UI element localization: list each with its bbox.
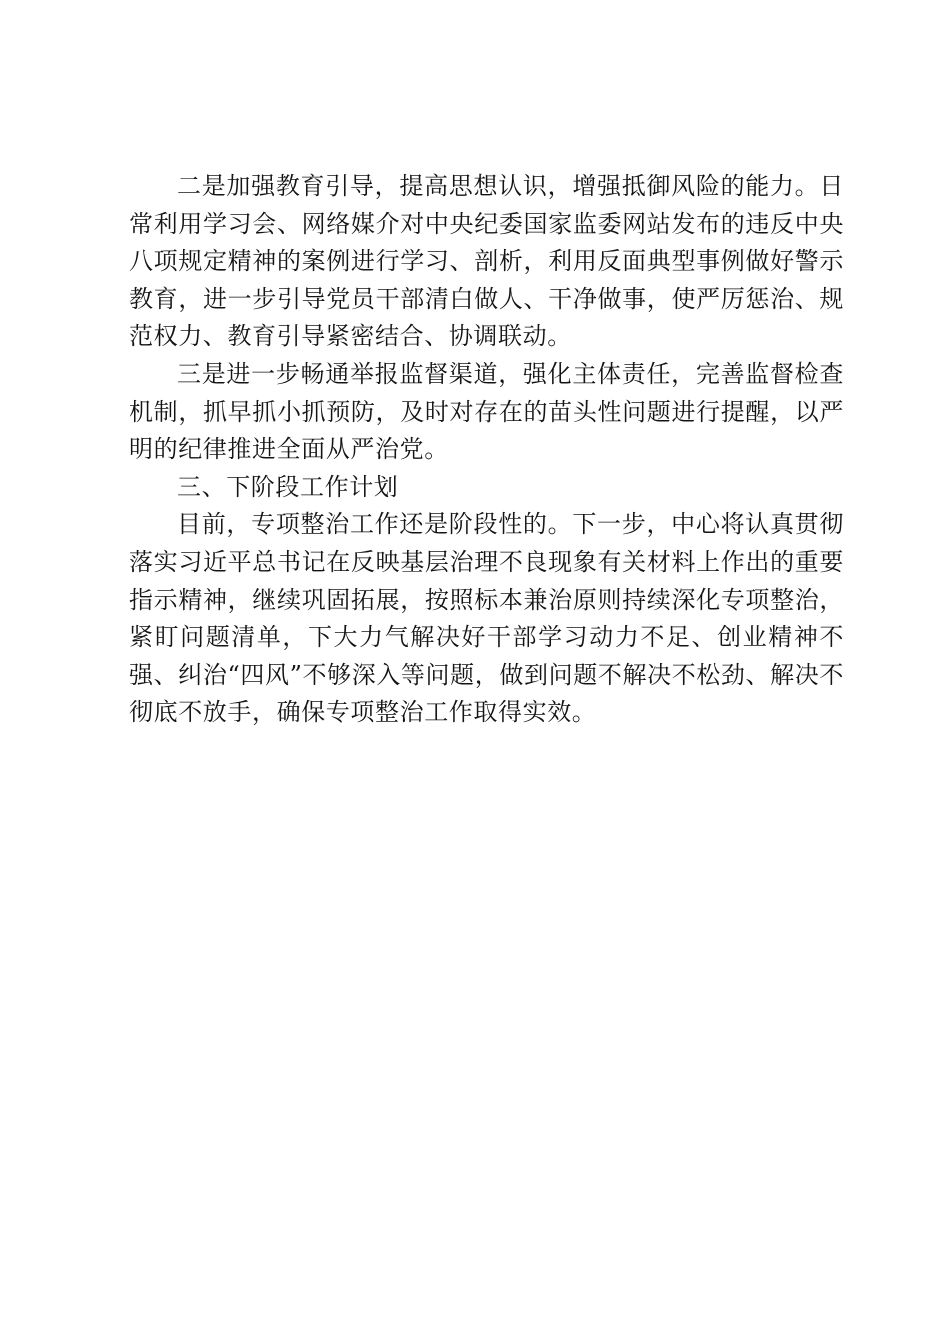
paragraph-education-guidance: 二是加强教育引导，提高思想认识，增强抵御风险的能力。日常利用学习会、网络媒介对中央纪委国家监委网站发布的违反中央八项规定精神的案例进行学习、剖析，利用反面典型事例做好警示教育，进一步引导党员干部清白做人、干净做事，使严厉惩治、规范权力、教育引导紧密结合、协调联动。 [129,172,844,351]
paragraph-supervision-channels: 三是进一步畅通举报监督渠道，强化主体责任，完善监督检查机制，抓早抓小抓预防，及时对存在的苗头性问题进行提醒，以严明的纪律推进全面从严治党。 [129,359,844,464]
document-body [129,168,844,732]
section-heading-next-phase-plan: 三、下阶段工作计划 [177,472,399,501]
paragraph-next-steps: 目前，专项整治工作还是阶段性的。下一步，中心将认真贯彻落实习近平总书记在反映基层治理不良现象有关材料上作出的重要指示精神，继续巩固拓展，按照标本兼治原则持续深化专项整治，紧盯问题清单，下大力气解决好干部学习动力不足、创业精神不强、纠治“四风”不够深入等问题，做到问题不解决不松劲、解决不彻底不放手，确保专项整治工作取得实效。 [129,510,844,727]
